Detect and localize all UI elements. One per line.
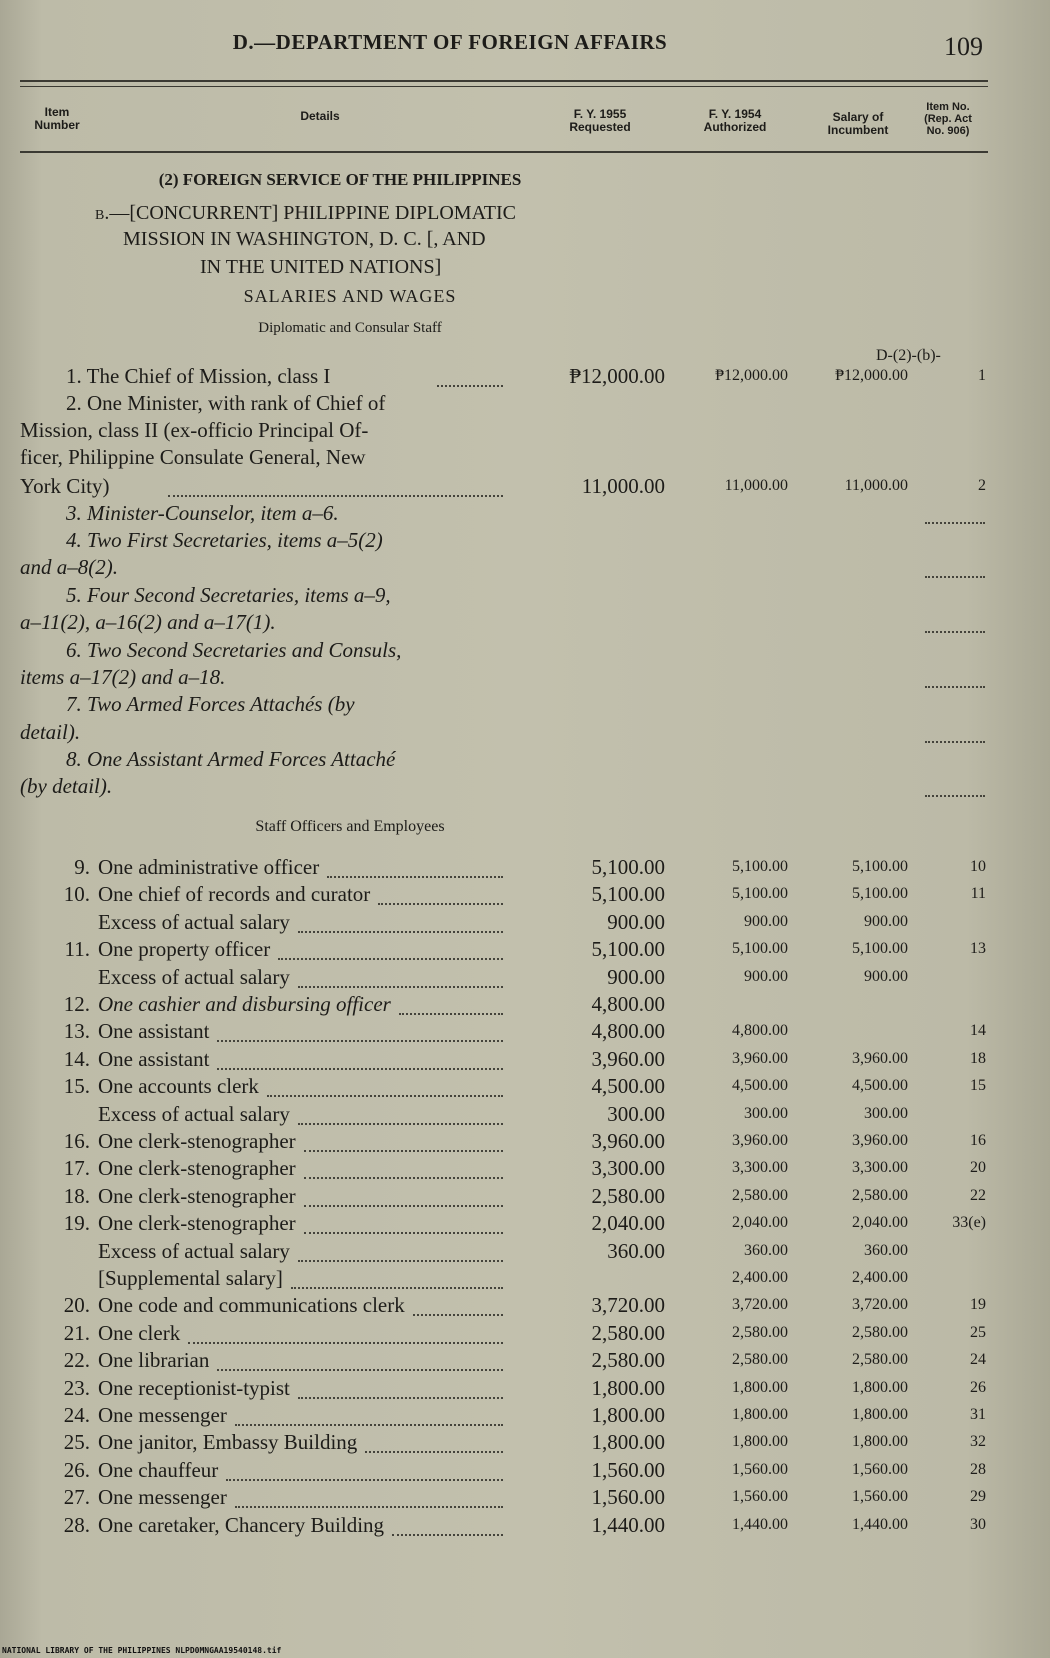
amount-incumbent: 5,100.00 (852, 885, 908, 902)
amount-requested: 2,580.00 (591, 1321, 665, 1345)
act-item-no: 11 (970, 885, 986, 902)
leader-dots (925, 741, 985, 743)
amount-authorized: 1,800.00 (732, 1379, 788, 1396)
col-act-item-no: Item No. (Rep. Act No. 906) (924, 101, 972, 137)
amount-authorized: 2,040.00 (732, 1214, 788, 1231)
amount-authorized: 900.00 (744, 968, 788, 985)
amount-authorized: 3,720.00 (732, 1296, 788, 1313)
leader-dots (298, 1397, 503, 1399)
leader-dots (278, 958, 503, 960)
item-number: 26. (63, 1458, 90, 1482)
item-number: 21. (63, 1321, 90, 1345)
amount-authorized: 360.00 (744, 1242, 788, 1259)
amount-authorized: 5,100.00 (732, 885, 788, 902)
amount-requested: 1,560.00 (591, 1458, 665, 1482)
page-title: D.—DEPARTMENT OF FOREIGN AFFAIRS (232, 30, 668, 54)
leader-dots (327, 876, 503, 878)
leader-dots (168, 495, 503, 497)
amount-requested: 4,800.00 (591, 1019, 665, 1043)
scan-footer: NATIONAL LIBRARY OF THE PHILIPPINES NLPD0MNGAA19540148.tif (2, 1646, 282, 1655)
column-rule (20, 151, 988, 153)
amount-incumbent: 2,580.00 (852, 1324, 908, 1341)
amount-incumbent: 5,100.00 (852, 858, 908, 875)
item-7-line: detail). (20, 720, 81, 744)
leader-dots (925, 522, 985, 524)
header-rule (20, 86, 988, 87)
item-description: Excess of actual salary (98, 910, 290, 934)
amount-authorized: 5,100.00 (732, 858, 788, 875)
amount-incumbent: 300.00 (864, 1105, 908, 1122)
amount-incumbent: 1,440.00 (852, 1516, 908, 1533)
amount-requested: 3,300.00 (591, 1156, 665, 1180)
act-item-no: 28 (970, 1461, 986, 1478)
item-number: 17. (63, 1156, 90, 1180)
act-item-no: 26 (970, 1379, 986, 1396)
item-number: 13. (63, 1019, 90, 1043)
leader-dots (437, 385, 503, 387)
item-description: One librarian (98, 1348, 210, 1372)
amount-incumbent: 5,100.00 (852, 940, 908, 957)
amount-incumbent: 2,400.00 (852, 1269, 908, 1286)
item-description: One chief of records and curator (98, 882, 371, 906)
item-8-line: (by detail). (20, 774, 113, 798)
item-description: One administrative officer (98, 855, 320, 879)
amount-incumbent: 900.00 (864, 913, 908, 930)
leader-dots (298, 1123, 503, 1125)
amount-authorized: 1,800.00 (732, 1433, 788, 1450)
item-number: 28. (63, 1513, 90, 1537)
act-item-no: 15 (970, 1077, 986, 1094)
amount-requested: 4,500.00 (591, 1074, 665, 1098)
act-item-no: 10 (970, 858, 986, 875)
leader-dots (365, 1451, 503, 1453)
leader-dots (925, 631, 985, 633)
leader-dots (304, 1177, 503, 1179)
group-heading: Staff Officers and Employees (255, 818, 445, 835)
item-description: One chauffeur (98, 1458, 219, 1482)
item-5-line: a–11(2), a–16(2) and a–17(1). (20, 610, 276, 634)
subsection-line: b.—[CONCURRENT] PHILIPPINE DIPLOMATIC (95, 202, 517, 224)
item-number: 16. (63, 1129, 90, 1153)
leader-dots (267, 1095, 503, 1097)
act-item-no: 25 (970, 1324, 986, 1341)
amount-authorized: 2,400.00 (732, 1269, 788, 1286)
amount-authorized: 1,560.00 (732, 1461, 788, 1478)
amount-incumbent: 11,000.00 (844, 477, 908, 494)
amount-authorized: 2,580.00 (732, 1351, 788, 1368)
amount-incumbent: 3,960.00 (852, 1050, 908, 1067)
act-item-no: 14 (970, 1022, 986, 1039)
leader-dots (925, 686, 985, 688)
amount-authorized: ₱12,000.00 (715, 367, 788, 384)
item-4-line: 4. Two First Secretaries, items a–5(2) (66, 528, 383, 552)
amount-requested: 1,440.00 (591, 1513, 665, 1537)
item-description: One code and communications clerk (98, 1293, 405, 1317)
amount-incumbent: 1,800.00 (852, 1379, 908, 1396)
amount-incumbent: 360.00 (864, 1242, 908, 1259)
act-item-no: 32 (970, 1433, 986, 1450)
amount-incumbent: 1,800.00 (852, 1433, 908, 1450)
act-item-no: 13 (970, 940, 986, 957)
item-description: [Supplemental salary] (98, 1266, 283, 1290)
item-8-line: 8. One Assistant Armed Forces Attaché (66, 747, 396, 771)
amount-authorized: 300.00 (744, 1105, 788, 1122)
item-description: One clerk-stenographer (98, 1156, 296, 1180)
amount-requested: 4,800.00 (591, 992, 665, 1016)
amount-authorized: 1,800.00 (732, 1406, 788, 1423)
amount-incumbent: 1,800.00 (852, 1406, 908, 1423)
act-item-no: 2 (978, 477, 986, 494)
amount-authorized: 2,580.00 (732, 1324, 788, 1341)
leader-dots (217, 1068, 503, 1070)
leader-dots (413, 1314, 503, 1316)
amount-requested: 5,100.00 (591, 855, 665, 879)
item-description: One assistant (98, 1047, 210, 1071)
item-7-line: 7. Two Armed Forces Attachés (by (66, 692, 355, 716)
item-number: 14. (63, 1047, 90, 1071)
amount-requested: 2,580.00 (591, 1348, 665, 1372)
act-item-no: 22 (970, 1187, 986, 1204)
amount-requested: 5,100.00 (591, 882, 665, 906)
item-number: 15. (63, 1074, 90, 1098)
amount-requested: 300.00 (607, 1102, 665, 1126)
page-number: 109 (944, 32, 983, 61)
amount-incumbent: 3,300.00 (852, 1159, 908, 1176)
item-number: 18. (63, 1184, 90, 1208)
item-description: One accounts clerk (98, 1074, 259, 1098)
col-requested: F. Y. 1955 Requested (569, 107, 631, 134)
leader-dots (188, 1342, 503, 1344)
item-description: One property officer (98, 937, 271, 961)
leader-dots (378, 903, 503, 905)
salaries-heading: SALARIES AND WAGES (243, 286, 457, 306)
item-number: 23. (63, 1376, 90, 1400)
amount-requested: 3,720.00 (591, 1293, 665, 1317)
leader-dots (304, 1150, 503, 1152)
amount-incumbent: 1,560.00 (852, 1488, 908, 1505)
amount-requested: 2,580.00 (591, 1184, 665, 1208)
item-description: One caretaker, Chancery Building (98, 1513, 385, 1537)
leader-dots (235, 1506, 503, 1508)
leader-dots (925, 576, 985, 578)
item-2-line: Mission, class II (ex-officio Principal Of- (20, 418, 369, 442)
amount-incumbent: 2,040.00 (852, 1214, 908, 1231)
amount-incumbent: 3,960.00 (852, 1132, 908, 1149)
item-3-line: 3. Minister-Counselor, item a–6. (66, 501, 339, 525)
item-description: One clerk (98, 1321, 181, 1345)
act-item-no: 19 (970, 1296, 986, 1313)
item-1-text: 1. The Chief of Mission, class I (66, 364, 331, 388)
item-number: 20. (63, 1293, 90, 1317)
section-heading: (2) FOREIGN SERVICE OF THE PHILIPPINES (158, 170, 522, 189)
act-item-no: 31 (970, 1406, 986, 1423)
leader-dots (399, 1013, 503, 1015)
col-incumbent: Salary of Incumbent (827, 110, 889, 137)
col-item-number: Item Number (34, 105, 80, 132)
item-5-line: 5. Four Second Secretaries, items a–9, (66, 583, 391, 607)
amount-incumbent: 4,500.00 (852, 1077, 908, 1094)
act-item-no: 1 (978, 367, 986, 384)
header-rule (20, 80, 988, 82)
item-description: One clerk-stenographer (98, 1184, 296, 1208)
amount-incumbent: 2,580.00 (852, 1187, 908, 1204)
item-description: One cashier and disbursing officer (98, 992, 391, 1016)
amount-requested: 1,800.00 (591, 1403, 665, 1427)
item-description: One clerk-stenographer (98, 1211, 296, 1235)
subsection-line: MISSION IN WASHINGTON, D. C. [, AND (123, 228, 486, 250)
act-item-no: 20 (970, 1159, 986, 1176)
amount-requested: 5,100.00 (591, 937, 665, 961)
item-2-line: York City) (20, 474, 110, 498)
amount-incumbent: 2,580.00 (852, 1351, 908, 1368)
leader-dots (298, 931, 503, 933)
amount-requested: 1,560.00 (591, 1485, 665, 1509)
item-number: 25. (63, 1430, 90, 1454)
amount-incumbent: 3,720.00 (852, 1296, 908, 1313)
amount-requested: 2,040.00 (591, 1211, 665, 1235)
item-2-line: 2. One Minister, with rank of Chief of (66, 391, 386, 415)
group-heading: Diplomatic and Consular Staff (258, 320, 442, 336)
item-4-line: and a–8(2). (20, 555, 118, 579)
amount-requested: 3,960.00 (591, 1129, 665, 1153)
amount-requested: ₱12,000.00 (569, 364, 665, 388)
item-2-line: ficer, Philippine Consulate General, New (20, 445, 366, 469)
amount-authorized: 3,960.00 (732, 1050, 788, 1067)
amount-authorized: 3,300.00 (732, 1159, 788, 1176)
amount-authorized: 1,440.00 (732, 1516, 788, 1533)
leader-dots (226, 1479, 503, 1481)
act-item-no: 29 (970, 1488, 986, 1505)
amount-requested: 360.00 (607, 1239, 665, 1263)
leader-dots (291, 1287, 503, 1289)
item-number: 12. (63, 992, 90, 1016)
item-number: 27. (63, 1485, 90, 1509)
act-item-no: 24 (970, 1351, 986, 1368)
leader-dots (925, 795, 985, 797)
amount-requested: 1,800.00 (591, 1376, 665, 1400)
amount-requested: 900.00 (607, 910, 665, 934)
leader-dots (392, 1534, 503, 1536)
item-number: 19. (63, 1211, 90, 1235)
item-6-line: 6. Two Second Secretaries and Consuls, (66, 638, 402, 662)
amount-authorized: 11,000.00 (724, 477, 788, 494)
item-description: Excess of actual salary (98, 1102, 290, 1126)
leader-dots (235, 1424, 503, 1426)
item-number: 24. (63, 1403, 90, 1427)
act-item-no: 30 (970, 1516, 986, 1533)
amount-authorized: 4,800.00 (732, 1022, 788, 1039)
col-details: Details (300, 109, 340, 123)
act-item-no: 16 (970, 1132, 986, 1149)
amount-authorized: 5,100.00 (732, 940, 788, 957)
item-description: Excess of actual salary (98, 1239, 290, 1263)
leader-dots (304, 1232, 503, 1234)
item-description: One receptionist-typist (98, 1376, 290, 1400)
item-description: One assistant (98, 1019, 210, 1043)
amount-authorized: 4,500.00 (732, 1077, 788, 1094)
leader-dots (217, 1040, 503, 1042)
item-number: 22. (63, 1348, 90, 1372)
item-description: One messenger (98, 1485, 227, 1509)
item-number: 9. (74, 855, 90, 879)
item-description: One clerk-stenographer (98, 1129, 296, 1153)
amount-incumbent: 900.00 (864, 968, 908, 985)
act-item-no: 33(e) (952, 1214, 986, 1231)
amount-requested: 900.00 (607, 965, 665, 989)
amount-requested: 3,960.00 (591, 1047, 665, 1071)
leader-dots (298, 1260, 503, 1262)
leader-dots (298, 986, 503, 988)
act-item-no: 18 (970, 1050, 986, 1067)
amount-authorized: 1,560.00 (732, 1488, 788, 1505)
leader-dots (217, 1369, 503, 1371)
item-6-line: items a–17(2) and a–18. (20, 665, 226, 689)
item-code: D-(2)-(b)- (876, 347, 941, 364)
item-description: Excess of actual salary (98, 965, 290, 989)
item-number: 10. (63, 882, 90, 906)
leader-dots (304, 1205, 503, 1207)
amount-requested: 1,800.00 (591, 1430, 665, 1454)
amount-authorized: 3,960.00 (732, 1132, 788, 1149)
amount-authorized: 900.00 (744, 913, 788, 930)
item-number: 11. (64, 937, 90, 961)
amount-requested: 11,000.00 (581, 474, 665, 498)
amount-incumbent: 1,560.00 (852, 1461, 908, 1478)
item-description: One janitor, Embassy Building (98, 1430, 358, 1454)
item-description: One messenger (98, 1403, 227, 1427)
subsection-line: IN THE UNITED NATIONS] (200, 256, 442, 278)
amount-incumbent: ₱12,000.00 (835, 367, 908, 384)
col-authorized: F. Y. 1954 Authorized (703, 107, 767, 134)
amount-authorized: 2,580.00 (732, 1187, 788, 1204)
